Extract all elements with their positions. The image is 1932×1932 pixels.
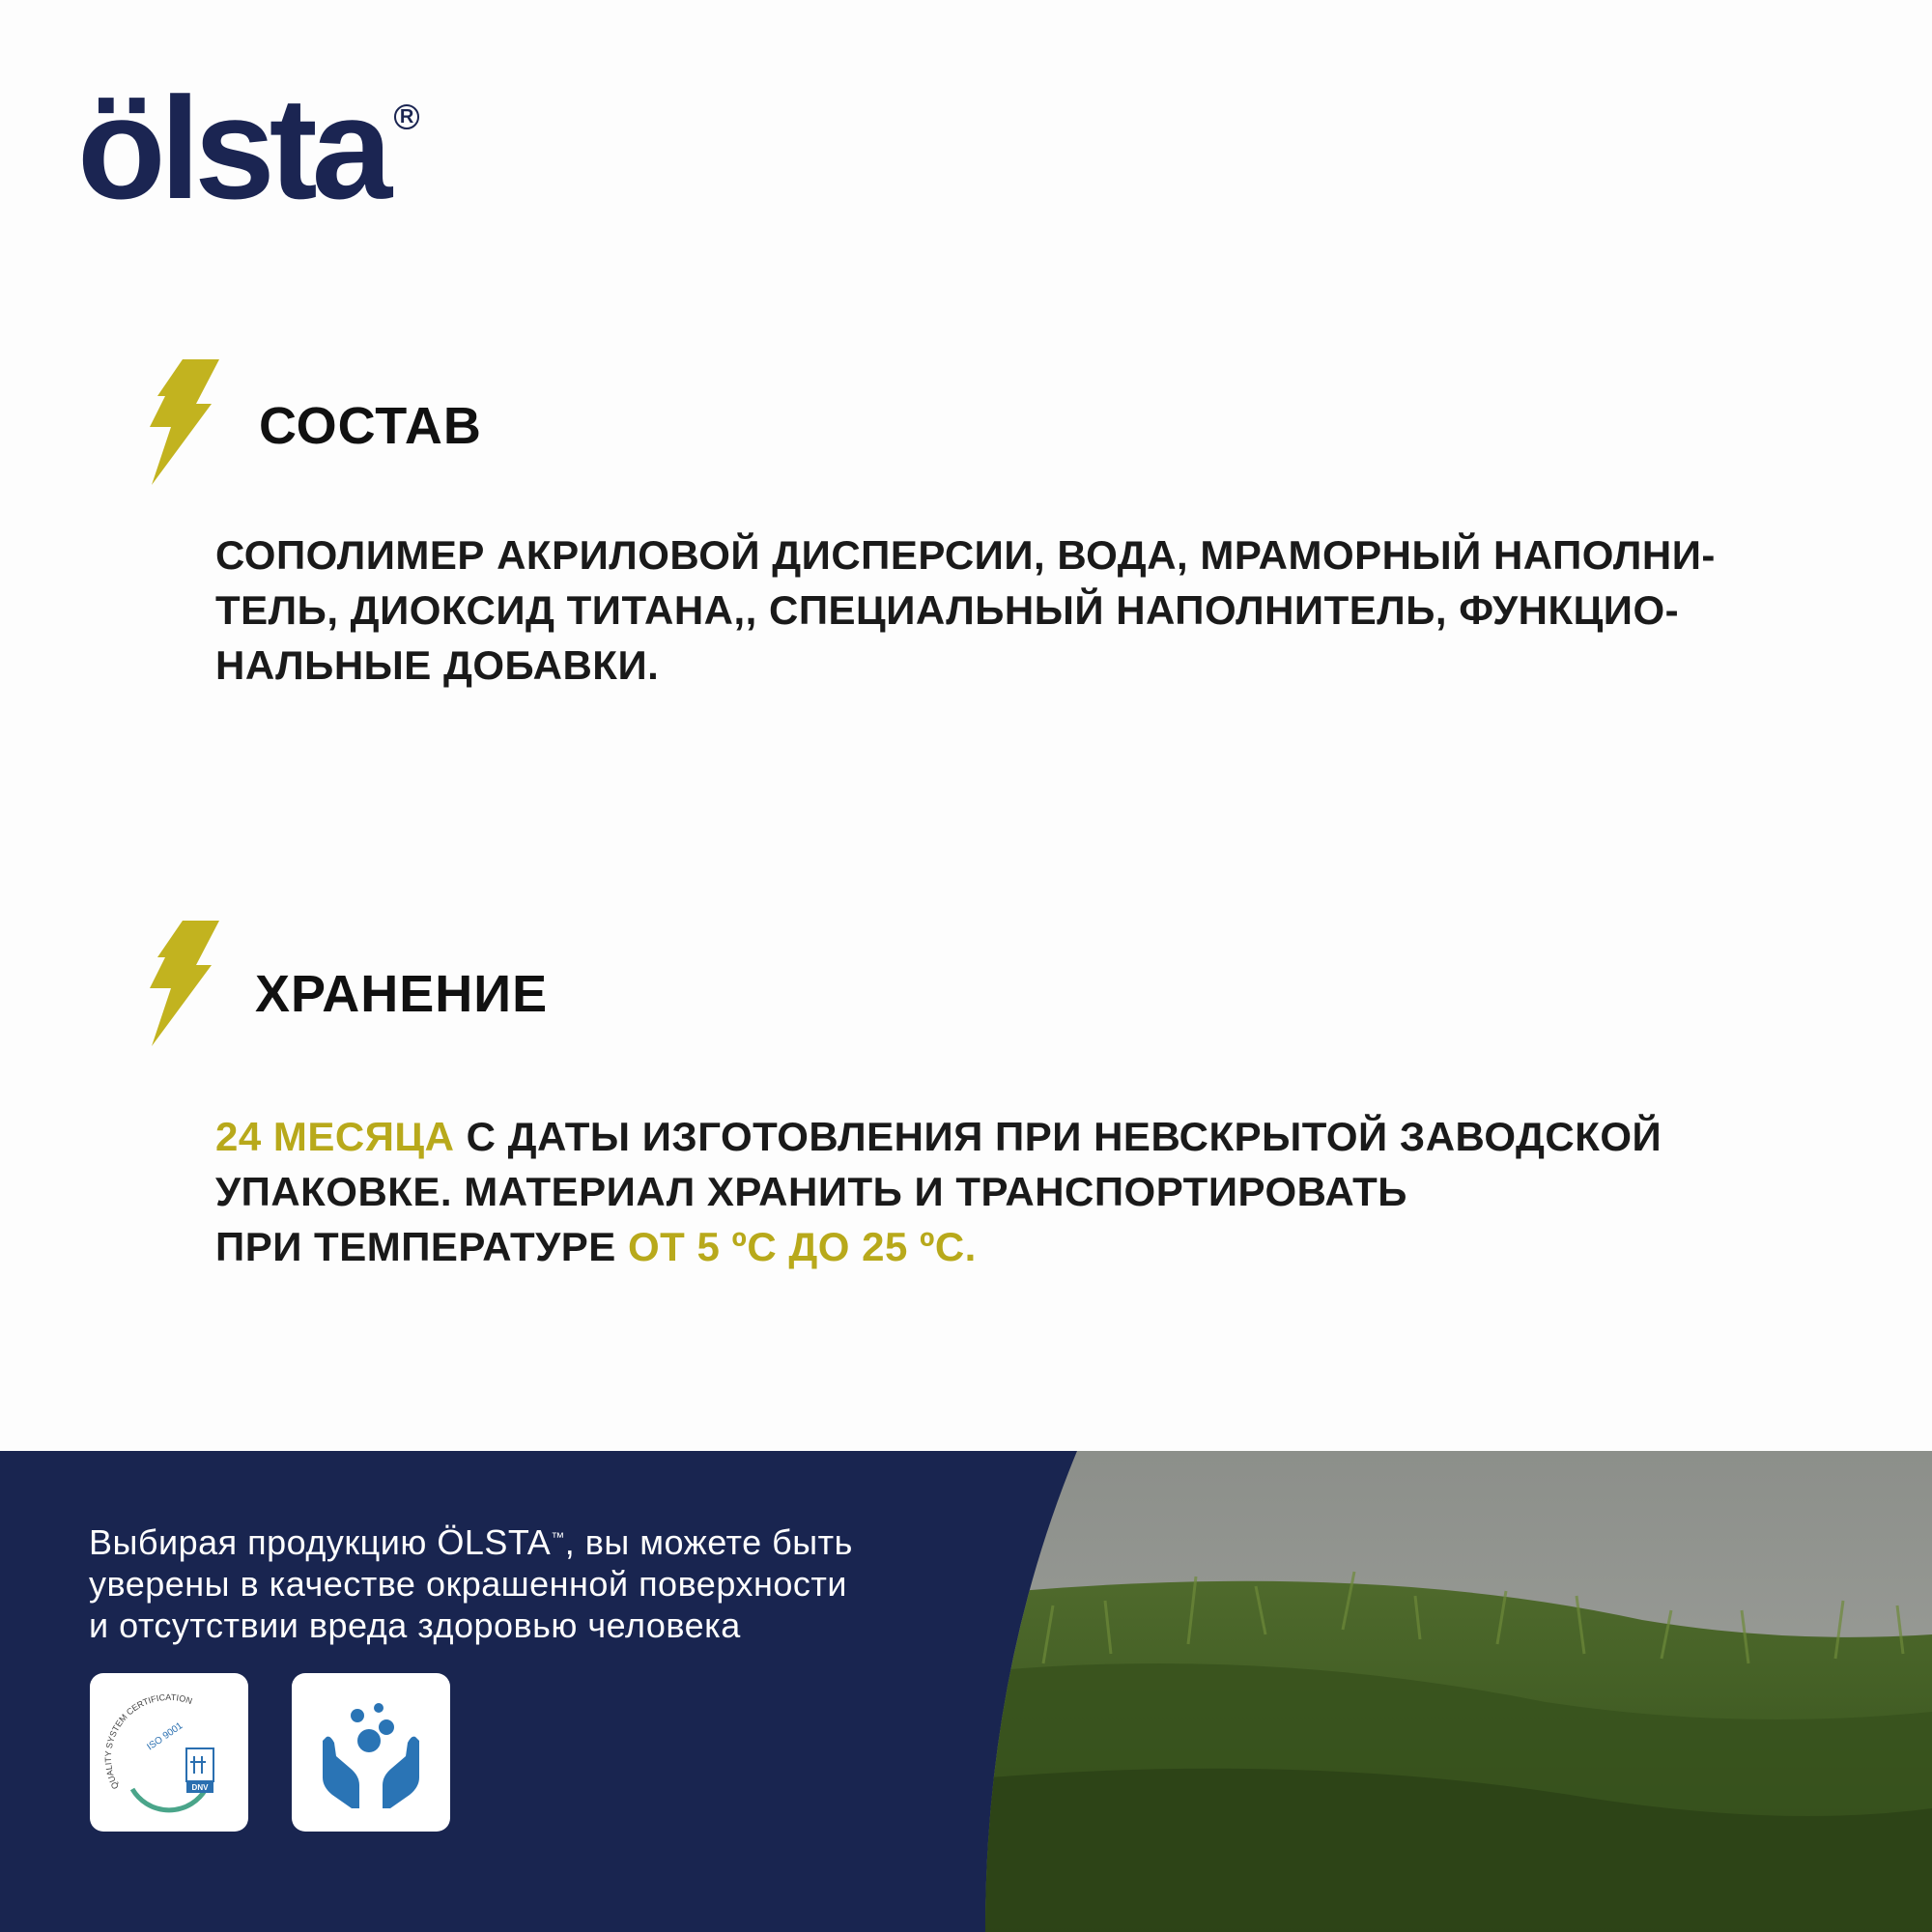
iso-certification-icon bbox=[90, 1673, 248, 1832]
footer-message: Выбирая продукцию ÖLSTA™, вы можете быть уверены в качестве окрашенной поверхности и отсутствии вреда здоровью человека bbox=[89, 1522, 853, 1645]
svg-text:QUALITY SYSTEM CERTIFICATION: QUALITY SYSTEM CERTIFICATION bbox=[102, 1691, 194, 1791]
health-safety-hands-icon bbox=[292, 1673, 450, 1832]
section-title-composition: СОСТАВ bbox=[259, 397, 482, 455]
registered-mark: R bbox=[394, 104, 419, 129]
health-safety-badge bbox=[292, 1673, 450, 1832]
composition-text: СОПОЛИМЕР АКРИЛОВОЙ ДИСПЕРСИИ, ВОДА, МРАМОРНЫЙ НАПОЛНИ- ТЕЛЬ, ДИОКСИД ТИТАНА,, СПЕЦИАЛЬНЫЙ НАПОЛНИТЕЛЬ, ФУНКЦИО- НАЛЬНЫЕ ДОБАВКИ. bbox=[215, 532, 1716, 688]
storage-text: 24 МЕСЯЦА С ДАТЫ ИЗГОТОВЛЕНИЯ ПРИ НЕВСКРЫТОЙ ЗАВОДСКОЙ УПАКОВКЕ. МАТЕРИАЛ ХРАНИТЬ И ТРАНСПОРТИРОВАТЬ ПРИ ТЕМПЕРАТУРЕ ОТ 5 ºС ДО 25 ºС. bbox=[215, 1114, 1662, 1269]
svg-text:ISO 9001: ISO 9001 bbox=[145, 1720, 185, 1753]
svg-text:DNV: DNV bbox=[191, 1783, 209, 1792]
section-title-storage: ХРАНЕНИЕ bbox=[255, 965, 549, 1023]
temperature-highlight: ОТ 5 ºС ДО 25 ºС. bbox=[627, 1224, 977, 1269]
trademark-mark: ™ bbox=[551, 1529, 565, 1545]
shelf-life-highlight: 24 МЕСЯЦА bbox=[215, 1114, 455, 1159]
brand-logo: ölsta R bbox=[77, 75, 386, 220]
footer-banner bbox=[0, 1451, 1932, 1932]
iso-certification-badge bbox=[90, 1673, 248, 1832]
lightning-bolt-icon bbox=[148, 359, 219, 485]
lightning-bolt-icon bbox=[148, 921, 219, 1046]
